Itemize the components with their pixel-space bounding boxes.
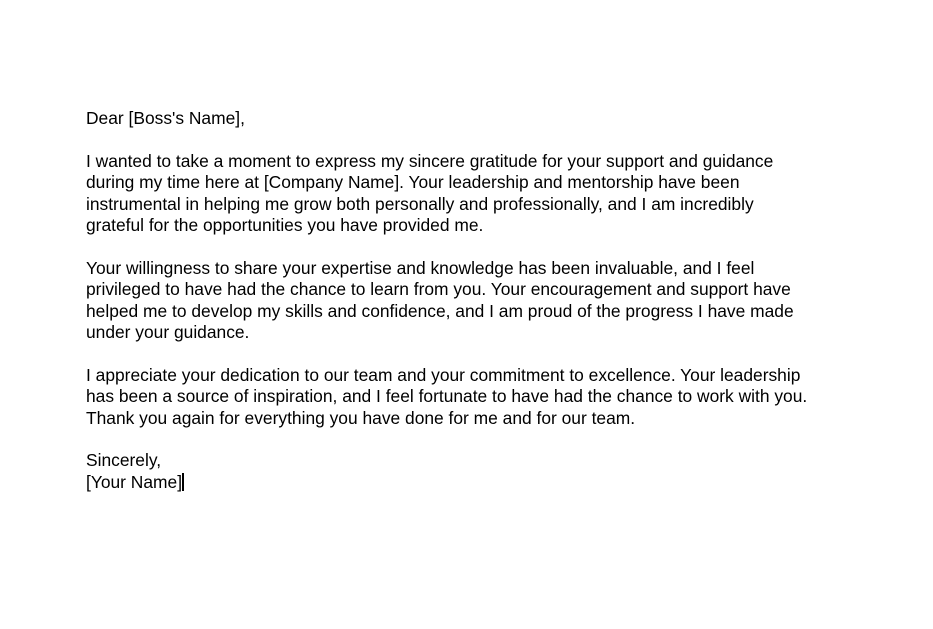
paragraph-line: I appreciate your dedication to our team and your commitment to excellence. Your leadership <box>86 364 801 385</box>
paragraph-line: I wanted to take a moment to express my sincere gratitude for your support and guidance <box>86 150 774 171</box>
paragraph-line: has been a source of inspiration, and I feel fortunate to have had the chance to work with you. <box>86 386 808 407</box>
paragraph-line: Your willingness to share your expertise and knowledge has been invaluable, and I feel <box>86 257 755 278</box>
paragraph-line: during my time here at [Company Name]. Your leadership and mentorship have been <box>86 172 740 193</box>
paragraph-1 <box>86 151 916 237</box>
paragraph-line: Thank you again for everything you have done for me and for our team. <box>86 407 636 428</box>
paragraph-2 <box>86 258 916 344</box>
text-cursor <box>182 473 184 491</box>
signature-line <box>86 472 916 493</box>
paragraph-3 <box>86 365 916 429</box>
closing-block <box>86 450 916 493</box>
paragraph-line: privileged to have had the chance to learn from you. Your encouragement and support have <box>86 279 791 300</box>
paragraph-line: helped me to develop my skills and confidence, and I am proud of the progress I have made <box>86 300 794 321</box>
salutation-text: Dear [Boss's Name], <box>86 108 245 128</box>
paragraph-line: under your guidance. <box>86 322 250 343</box>
salutation <box>86 108 916 129</box>
signature-text: [Your Name] <box>86 471 183 492</box>
letter-body[interactable] <box>86 108 916 515</box>
paragraph-line: instrumental in helping me grow both personally and professionally, and I am incredibly <box>86 193 754 214</box>
paragraph-line: grateful for the opportunities you have provided me. <box>86 215 484 236</box>
closing-text: Sincerely, <box>86 450 162 471</box>
